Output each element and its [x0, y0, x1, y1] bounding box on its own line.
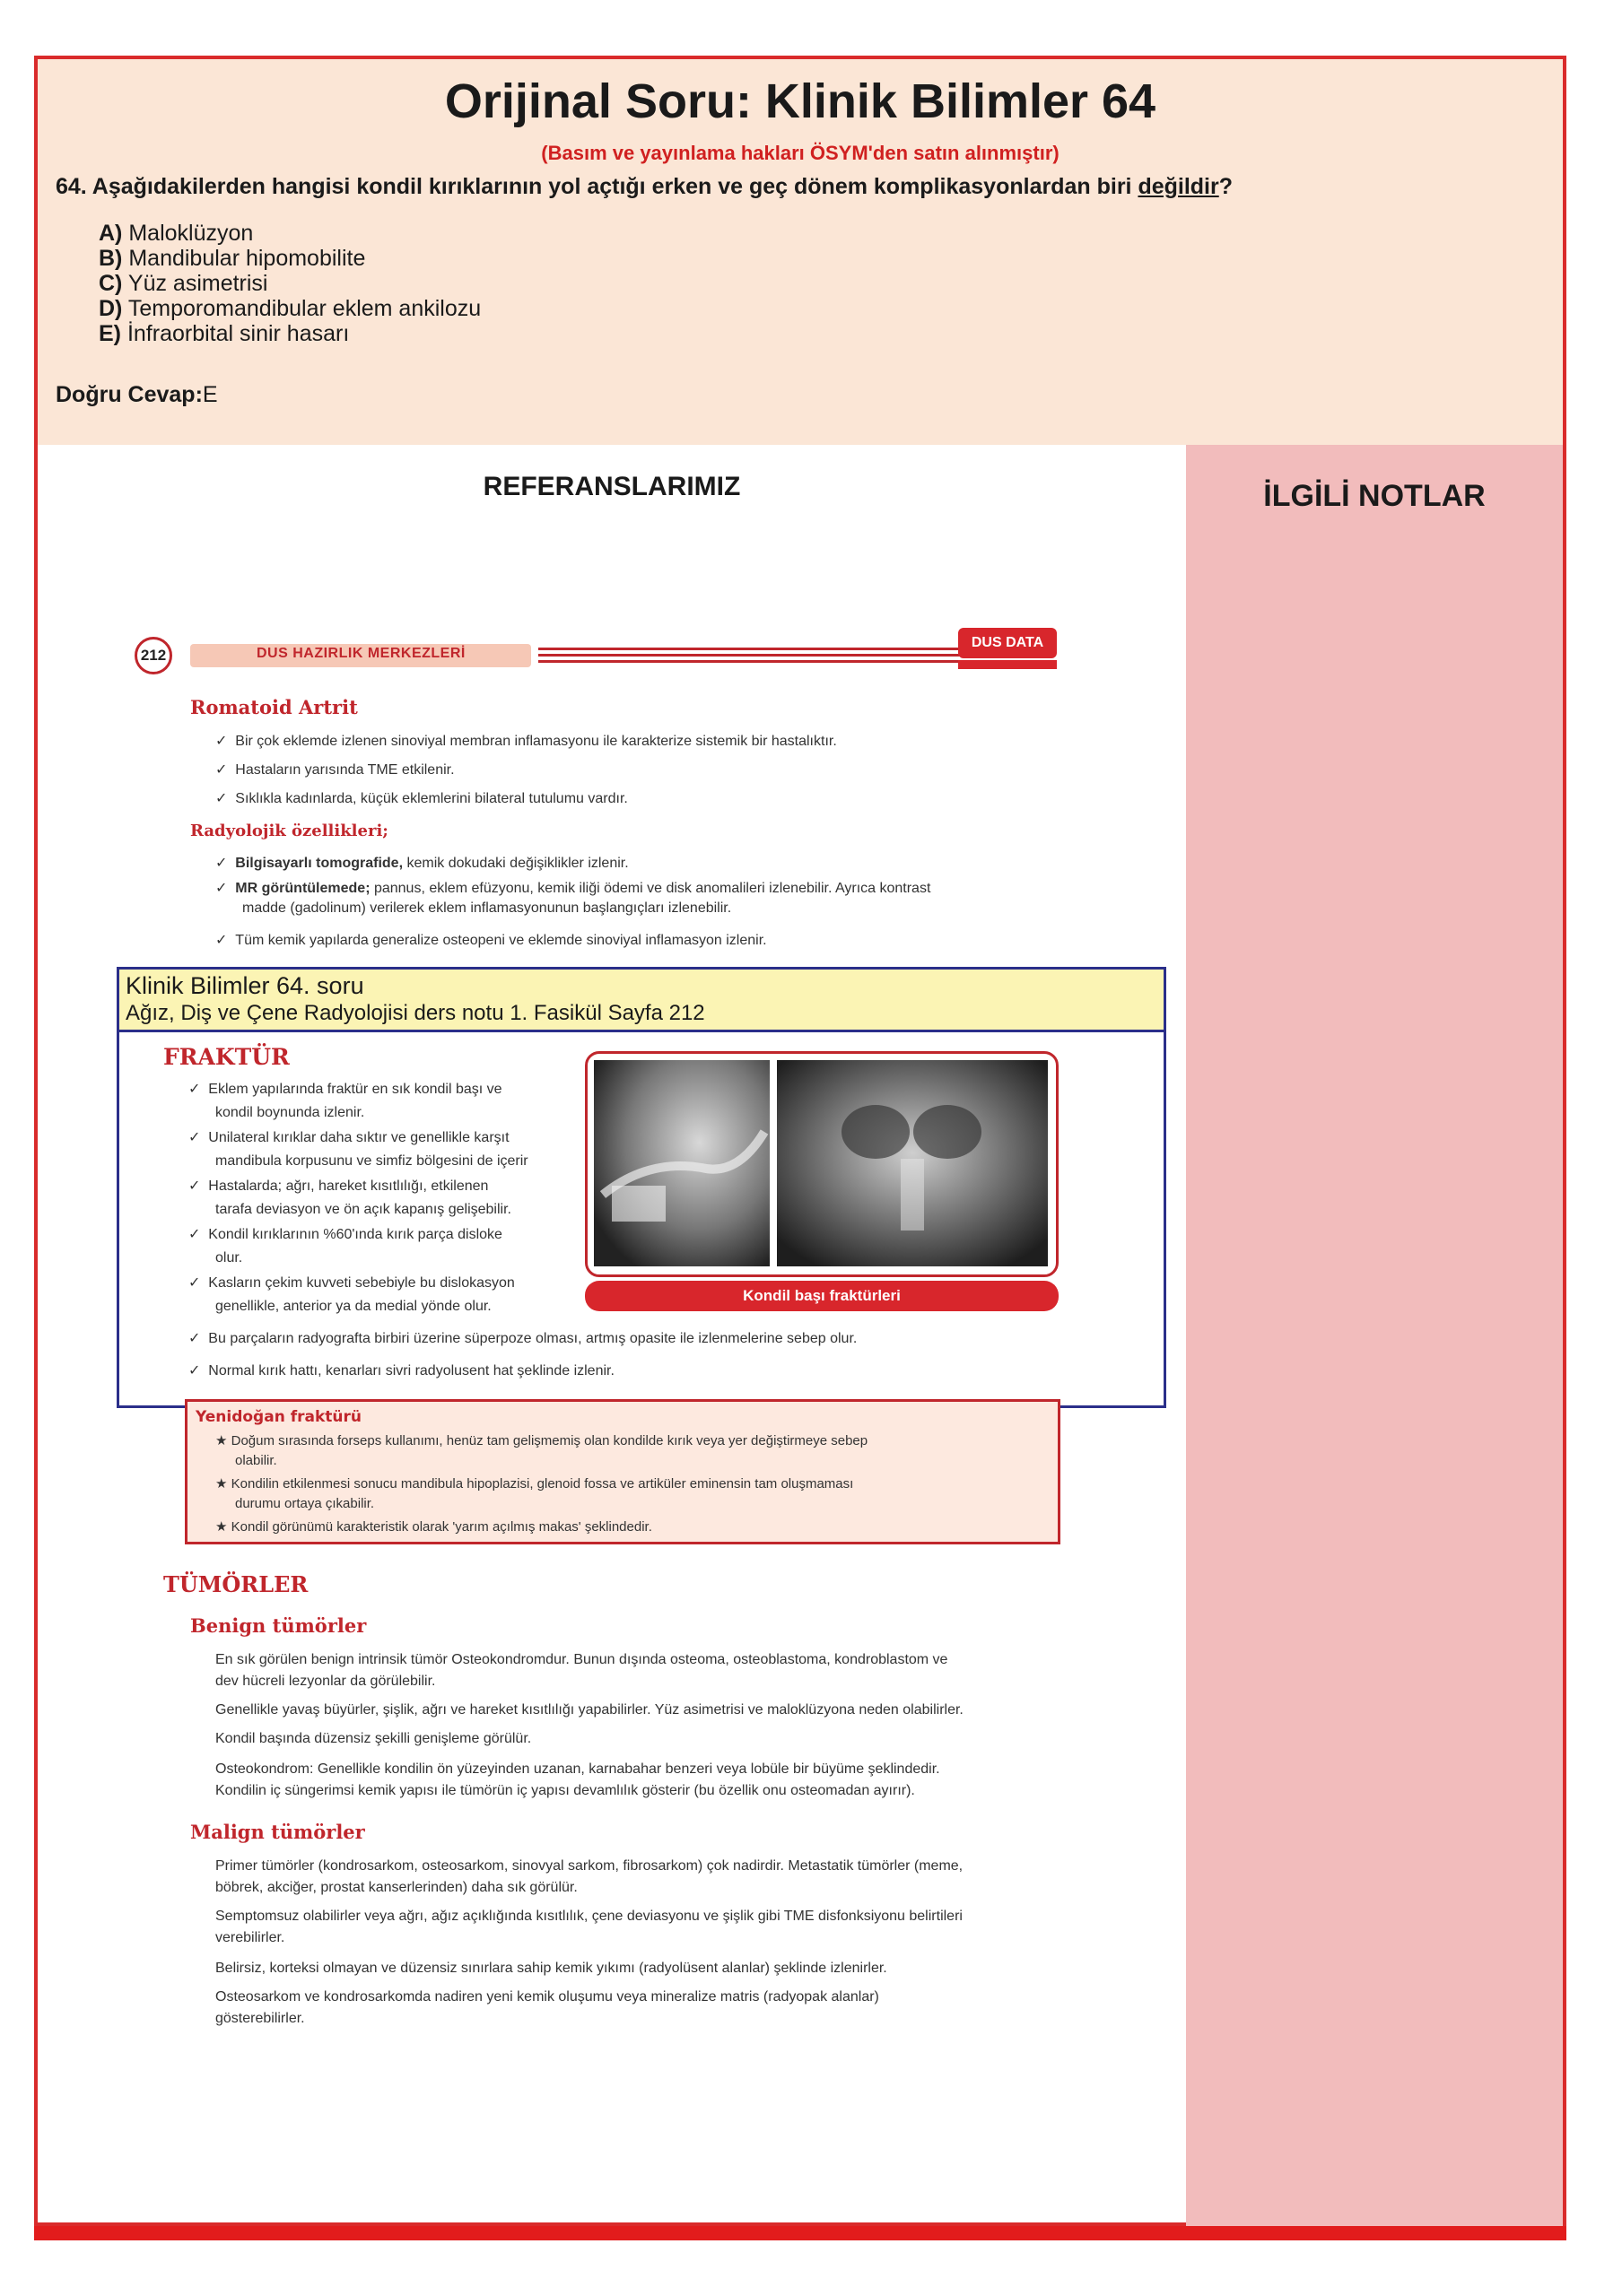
options-list — [99, 221, 481, 346]
question-mark: ? — [1218, 174, 1234, 199]
newborn-item: ★ Kondilin etkilenmesi sonucu mandibula hipoplazisi, glenoid fossa ve artiküler eminensin tam oluşmaması — [215, 1476, 854, 1492]
fraktur-item-cont: tarafa deviasyon ve ön açık kapanış gelişebilir. — [215, 1202, 511, 1217]
benign-text: Osteokondrom: Genellikle kondilin ön yüzeyinden uzanan, karnabahar benzeri veya lobüle bir büyüme şeklindedir. — [215, 1761, 940, 1777]
header-lines — [538, 648, 960, 664]
benign-text: Genellikle yavaş büyürler, şişlik, ağrı ve hareket kısıtlılığı yapabilirler. Yüz asimetrisi ve maloklüzyona neden olabilirler. — [215, 1702, 964, 1718]
fraktur-item: ✓ Hastalarda; ağrı, hareket kısıtlılığı, etkilenen — [188, 1178, 489, 1194]
fraktur-title: FRAKTÜR — [163, 1044, 290, 1070]
question-number: 64. — [56, 174, 87, 199]
option-d: D) Temporomandibular eklem ankilozu — [99, 296, 482, 321]
ra-item: ✓ Hastaların yarısında TME etkilenir. — [215, 762, 455, 778]
xray-frontal-image — [777, 1060, 1048, 1266]
fraktur-item-cont: kondil boynunda izlenir. — [215, 1105, 365, 1120]
ra-item: ✓ Sıklıkla kadınlarda, küçük eklemlerini bilateral tutulumu vardır. — [215, 791, 628, 806]
radio-item: ✓ Tüm kemik yapılarda generalize osteopeni ve eklemde sinoviyal inflamasyon izlenir. — [215, 933, 767, 948]
question-panel — [38, 59, 1563, 445]
fraktur-item: ✓ Kasların çekim kuvveti sebebiyle bu dislokasyon — [188, 1275, 515, 1291]
option-c: C) Yüz asimetrisi — [99, 271, 268, 296]
radio-item: ✓ Bilgisayarlı tomografide, kemik dokudaki değişiklikler izlenir. — [215, 856, 629, 871]
malign-title: Malign tümörler — [190, 1821, 365, 1843]
newborn-item-cont: durumu ortaya çıkabilir. — [235, 1496, 375, 1511]
header-band-text: DUS HAZIRLIK MERKEZLERİ — [257, 646, 466, 661]
newborn-item: ★ Kondil görünümü karakteristik olarak 'yarım açılmış makas' şeklindedir. — [215, 1519, 652, 1535]
fraktur-item-cont: mandibula korpusunu ve simfiz bölgesini de içerir — [215, 1153, 528, 1169]
dus-data-logo: DUS DATA — [958, 628, 1057, 673]
option-e: E) İnfraorbital sinir hasarı — [99, 321, 350, 346]
benign-text: Kondilin iç süngerimsi kemik yapısı ile tümörün iç yapısı devamlılık gösterir (bu özellik onu osteomadan ayırır). — [215, 1783, 915, 1798]
fraktur-item-cont: genellikle, anterior ya da medial yönde olur. — [215, 1299, 492, 1314]
malign-text: gösterebilirler. — [215, 2011, 305, 2026]
malign-text: böbrek, akciğer, prostat kanserlerinden) daha sık görülür. — [215, 1880, 578, 1895]
figure-caption: Kondil başı fraktürleri — [585, 1281, 1059, 1311]
fraktur-item: ✓ Kondil kırıklarının %60'ında kırık parça disloke — [188, 1227, 502, 1242]
fraktur-item: ✓ Normal kırık hattı, kenarları sivri radyolusent hat şeklinde izlenir. — [188, 1363, 615, 1378]
radio-item-cont: madde (gadolinum) verilerek eklem inflamasyonunun başlangıçları izlenebilir. — [242, 900, 732, 916]
newborn-item: ★ Doğum sırasında forseps kullanımı, henüz tam gelişmemiş olan kondilde kırık veya yer değiştirmeye sebep — [215, 1433, 868, 1448]
fraktur-item: ✓ Unilateral kırıklar daha sıktır ve genellikle karşıt — [188, 1130, 510, 1145]
ra-item: ✓ Bir çok eklemde izlenen sinoviyal membran inflamasyonu ile karakterize sistemik bir hastalıktır. — [215, 734, 837, 749]
correct-answer: Doğru Cevap:E — [56, 382, 218, 407]
question-emphasis: değildir — [1138, 174, 1219, 199]
malign-text: Primer tümörler (kondrosarkom, osteosarkom, sinovyal sarkom, fibrosarkom) çok nadirdir. Metastatik tümörler (meme, — [215, 1858, 964, 1874]
page-title: Orijinal Soru: Klinik Bilimler 64 — [444, 74, 1156, 128]
radiology-title: Radyolojik özellikleri; — [190, 822, 388, 840]
newborn-title: Yenidoğan fraktürü — [196, 1408, 362, 1426]
xray-lateral-image — [594, 1060, 770, 1266]
fraktur-item: ✓ Eklem yapılarında fraktür en sık kondil başı ve — [188, 1082, 502, 1097]
malign-text: verebilirler. — [215, 1930, 285, 1945]
page-number: 212 — [135, 637, 172, 674]
option-b: B) Mandibular hipomobilite — [99, 246, 366, 271]
malign-text: Osteosarkom ve kondrosarkomda nadiren yeni kemik oluşumu veya mineralize matris (radyopak alanlar) — [215, 1989, 879, 2005]
option-a: A) Maloklüzyon — [99, 221, 254, 246]
notes-panel — [1186, 445, 1563, 2226]
fraktur-item-cont: olur. — [215, 1250, 243, 1265]
benign-text: En sık görülen benign intrinsik tümör Osteokondromdur. Bunun dışında osteoma, osteoblastoma, kondroblastom ve — [215, 1652, 948, 1667]
question-text — [56, 174, 1233, 200]
newborn-item-cont: olabilir. — [235, 1453, 277, 1468]
malign-text: Belirsiz, korteksi olmayan ve düzensiz sınırlara sahip kemik yıkımı (radyolüsent alanlar) şeklinde izlenirler. — [215, 1961, 887, 1976]
ra-title: Romatoid Artrit — [190, 696, 358, 718]
question-body: Aşağıdakilerden hangisi kondil kırıklarının yol açtığı erken ve geç dönem komplikasyonlardan biri — [92, 174, 1138, 199]
fraktur-item: ✓ Bu parçaların radyografta birbiri üzerine süperpoze olması, artmış opasite ile izlenmelerine sebep olur. — [188, 1331, 858, 1346]
radio-item: ✓ MR görüntülemede; pannus, eklem efüzyonu, kemik iliği ödemi ve disk anomalileri izlenebilir. Ayrıca kontrast — [215, 881, 931, 896]
notes-title: İLGİLİ NOTLAR — [1263, 479, 1486, 513]
highlight-line-2: Ağız, Diş ve Çene Radyolojisi ders notu 1. Fasikül Sayfa 212 — [126, 1001, 705, 1025]
malign-text: Semptomsuz olabilirler veya ağrı, ağız açıklığında kısıtlılık, çene deviasyonu ve şişlik gibi TME disfonksiyonu belirtileri — [215, 1909, 963, 1924]
benign-text: dev hücreli lezyonlar da görülebilir. — [215, 1674, 436, 1689]
tumor-title: TÜMÖRLER — [163, 1571, 309, 1597]
benign-text: Kondil başında düzensiz şekilli genişleme görülür. — [215, 1731, 532, 1746]
copyright-note: (Basım ve yayınlama hakları ÖSYM'den satın alınmıştır) — [541, 142, 1060, 164]
bottom-bar — [34, 2226, 1566, 2240]
benign-title: Benign tümörler — [190, 1614, 367, 1637]
references-title: REFERANSLARIMIZ — [483, 472, 741, 501]
highlight-line-1: Klinik Bilimler 64. soru — [126, 972, 364, 999]
